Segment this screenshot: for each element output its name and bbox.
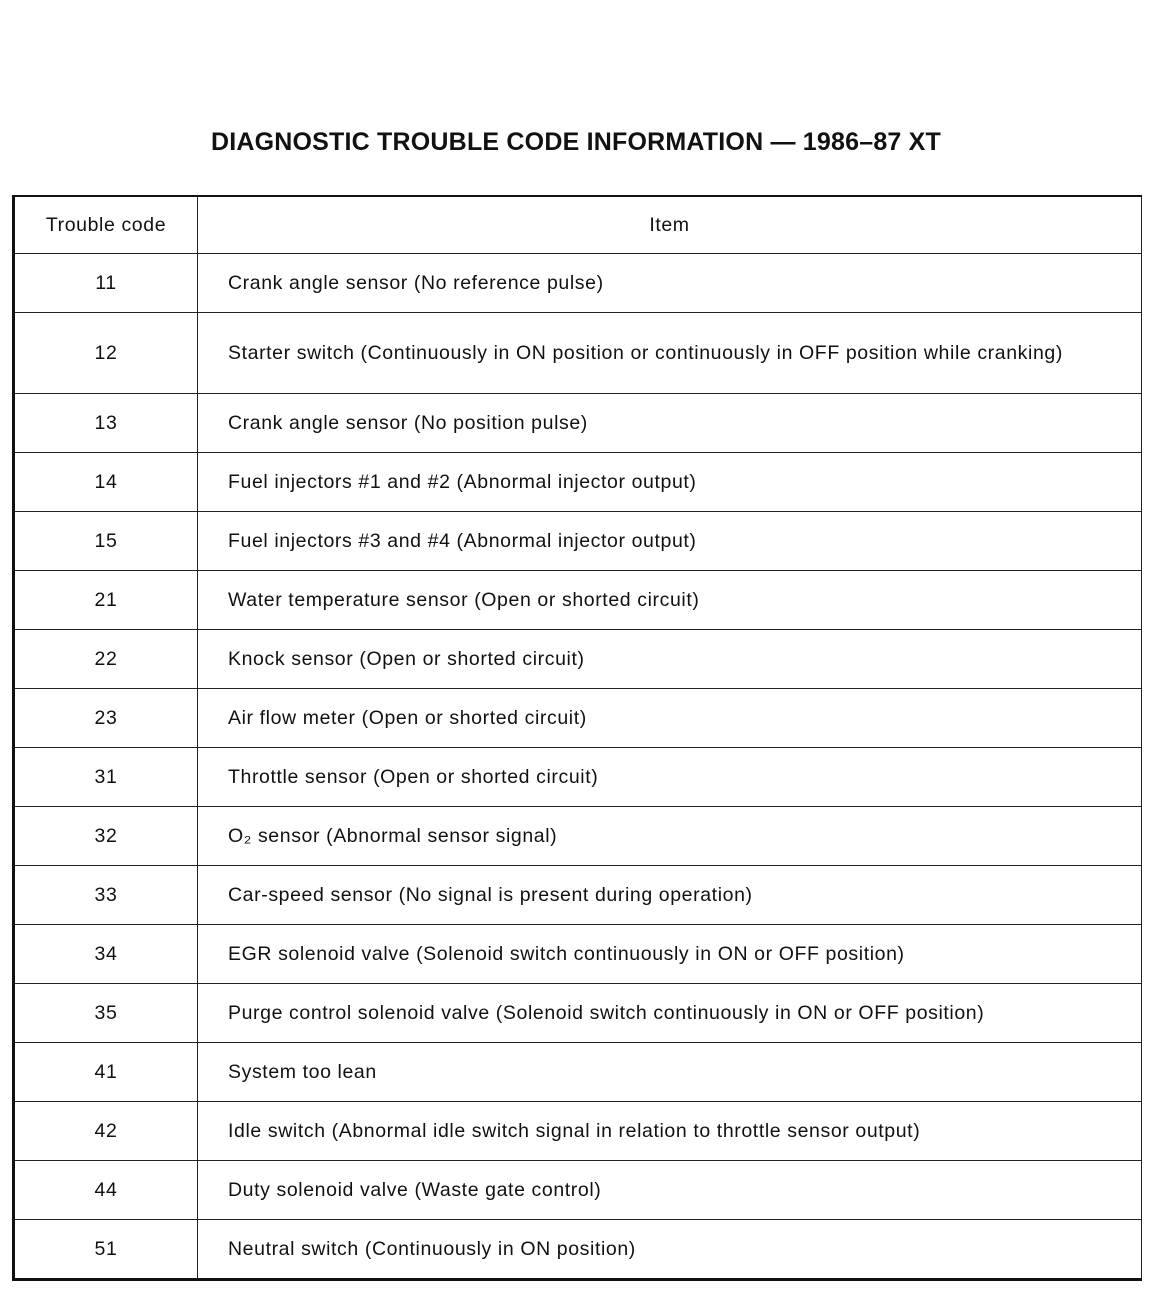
- item-description-cell: Crank angle sensor (No reference pulse): [198, 254, 1142, 313]
- item-description-cell: Air flow meter (Open or shorted circuit): [198, 689, 1142, 748]
- trouble-code-cell: 42: [14, 1102, 198, 1161]
- table-row: [14, 1220, 1142, 1280]
- table-row: [14, 254, 1142, 313]
- item-description-cell: System too lean: [198, 1043, 1142, 1102]
- table-row: [14, 984, 1142, 1043]
- column-header-item: Item: [198, 196, 1142, 254]
- table-row: [14, 748, 1142, 807]
- trouble-code-cell: 33: [14, 866, 198, 925]
- table-header-row: [14, 196, 1142, 254]
- item-description-cell: Water temperature sensor (Open or shorted circuit): [198, 571, 1142, 630]
- item-description-cell: Fuel injectors #3 and #4 (Abnormal injector output): [198, 512, 1142, 571]
- item-description-cell: Car-speed sensor (No signal is present during operation): [198, 866, 1142, 925]
- trouble-code-cell: 35: [14, 984, 198, 1043]
- item-description-cell: Purge control solenoid valve (Solenoid switch continuously in ON or OFF position): [198, 984, 1142, 1043]
- table-row: [14, 925, 1142, 984]
- table-row: [14, 453, 1142, 512]
- table-row: [14, 1102, 1142, 1161]
- table-row: [14, 1043, 1142, 1102]
- table-row: [14, 512, 1142, 571]
- item-description-cell: Knock sensor (Open or shorted circuit): [198, 630, 1142, 689]
- trouble-code-cell: 13: [14, 394, 198, 453]
- trouble-code-cell: 14: [14, 453, 198, 512]
- trouble-code-table: [12, 195, 1142, 1281]
- table-row: [14, 866, 1142, 925]
- page-title: DIAGNOSTIC TROUBLE CODE INFORMATION — 1986–87 XT: [210, 128, 942, 156]
- table-row: [14, 630, 1142, 689]
- trouble-code-cell: 22: [14, 630, 198, 689]
- trouble-code-cell: 11: [14, 254, 198, 313]
- trouble-code-cell: 44: [14, 1161, 198, 1220]
- item-description-cell: EGR solenoid valve (Solenoid switch continuously in ON or OFF position): [198, 925, 1142, 984]
- trouble-code-cell: 15: [14, 512, 198, 571]
- item-description-cell: Throttle sensor (Open or shorted circuit): [198, 748, 1142, 807]
- trouble-code-cell: 41: [14, 1043, 198, 1102]
- table-row: [14, 807, 1142, 866]
- item-description-cell: Fuel injectors #1 and #2 (Abnormal injector output): [198, 453, 1142, 512]
- trouble-code-cell: 21: [14, 571, 198, 630]
- table-row: [14, 1161, 1142, 1220]
- item-description-cell: Idle switch (Abnormal idle switch signal in relation to throttle sensor output): [198, 1102, 1142, 1161]
- item-description-cell: Duty solenoid valve (Waste gate control): [198, 1161, 1142, 1220]
- item-description-cell: Neutral switch (Continuously in ON position): [198, 1220, 1142, 1280]
- trouble-code-cell: 23: [14, 689, 198, 748]
- table-row: [14, 571, 1142, 630]
- table-row: [14, 689, 1142, 748]
- column-header-trouble-code: Trouble code: [14, 196, 198, 254]
- table-row: [14, 394, 1142, 453]
- trouble-code-cell: 31: [14, 748, 198, 807]
- trouble-code-cell: 12: [14, 313, 198, 394]
- item-description-cell: Starter switch (Continuously in ON position or continuously in OFF position while cranking): [198, 313, 1142, 394]
- item-description-cell: Crank angle sensor (No position pulse): [198, 394, 1142, 453]
- table-row: [14, 313, 1142, 394]
- item-description-cell: O₂ sensor (Abnormal sensor signal): [198, 807, 1142, 866]
- trouble-code-cell: 51: [14, 1220, 198, 1280]
- trouble-code-cell: 32: [14, 807, 198, 866]
- trouble-code-cell: 34: [14, 925, 198, 984]
